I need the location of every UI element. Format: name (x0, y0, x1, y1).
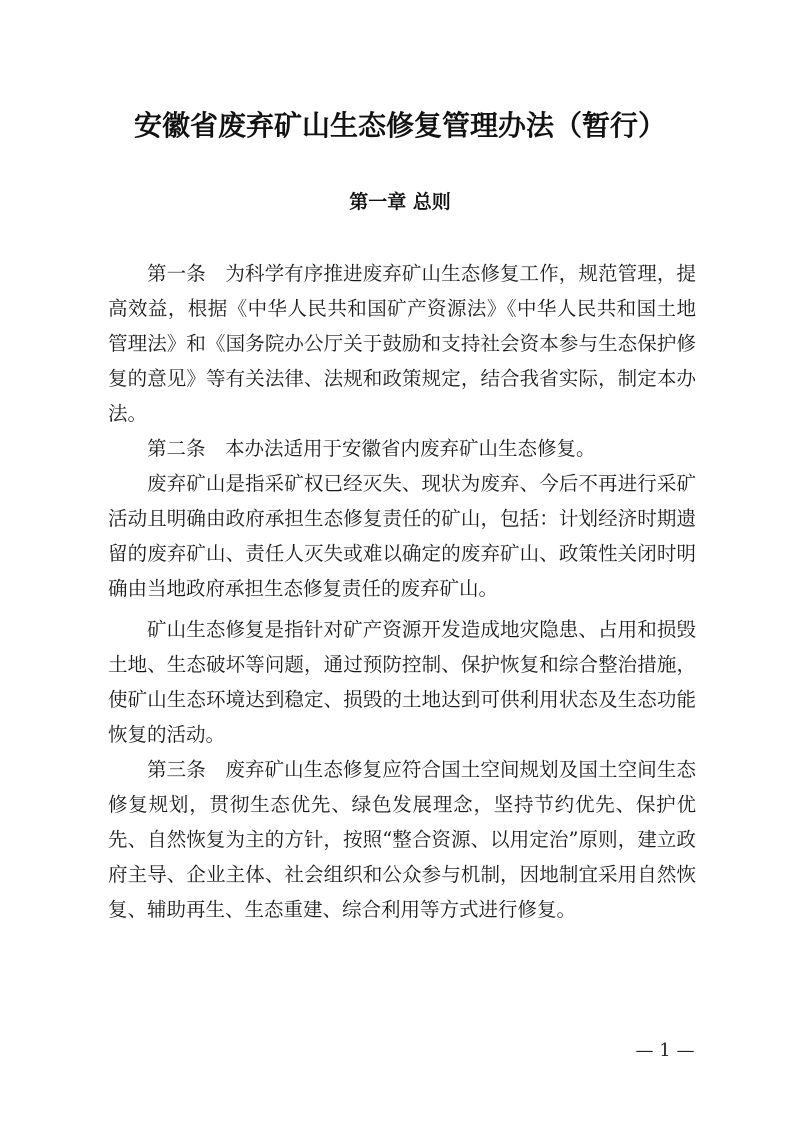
page-number: — 1 — (635, 1040, 695, 1061)
article-text: 废弃矿山生态修复应符合国土空间规划及国土空间生态修复规划，贯彻生态优先、绿色发展理念，坚持节约优先、保护优先、自然恢复为主的方针，按照“整合资源、以用定治”原则，建立政府主导、企业主体、社会组织和公众参与机制，因地制宜采用自然恢复、辅助再生、生态重建、综合利用等方式进行修复。 (108, 758, 696, 921)
chapter-heading: 第一章 总则 (349, 191, 451, 213)
article-1-paragraph (108, 256, 696, 431)
article-label: 第一条 (147, 262, 206, 285)
article-label: 第三条 (147, 758, 206, 781)
definition-ecological-restoration-paragraph (108, 612, 696, 752)
article-text: 本办法适用于安徽省内废弃矿山生态修复。 (225, 437, 596, 460)
article-2-paragraph (108, 431, 696, 466)
document-title: 安徽省废弃矿山生态修复管理办法（暂行） (133, 109, 666, 142)
document-body (108, 256, 696, 927)
article-label: 第二条 (147, 437, 206, 460)
article-3-paragraph (108, 752, 696, 927)
paragraph-text: 废弃矿山是指采矿权已经灭失、现状为废弃、今后不再进行采矿活动且明确由政府承担生态修复责任的矿山，包括：计划经济时期遗留的废弃矿山、责任人灭失或难以确定的废弃矿山、政策性关闭时明确由当地政府承担生态修复责任的废弃矿山。 (108, 472, 696, 600)
paragraph-text: 矿山生态修复是指针对矿产资源开发造成地灾隐患、占用和损毁土地、生态破坏等问题，通过预防控制、保护恢复和综合整治措施，使矿山生态环境达到稳定、损毁的土地达到可供利用状态及生态功能恢复的活动。 (108, 618, 696, 746)
definition-abandoned-mine-paragraph (108, 466, 696, 606)
article-text: 为科学有序推进废弃矿山生态修复工作，规范管理，提高效益，根据《中华人民共和国矿产资源法》《中华人民共和国土地管理法》和《国务院办公厅关于鼓励和支持社会资本参与生态保护修复的意见》等有关法律、法规和政策规定，结合我省实际，制定本办法。 (108, 262, 696, 425)
